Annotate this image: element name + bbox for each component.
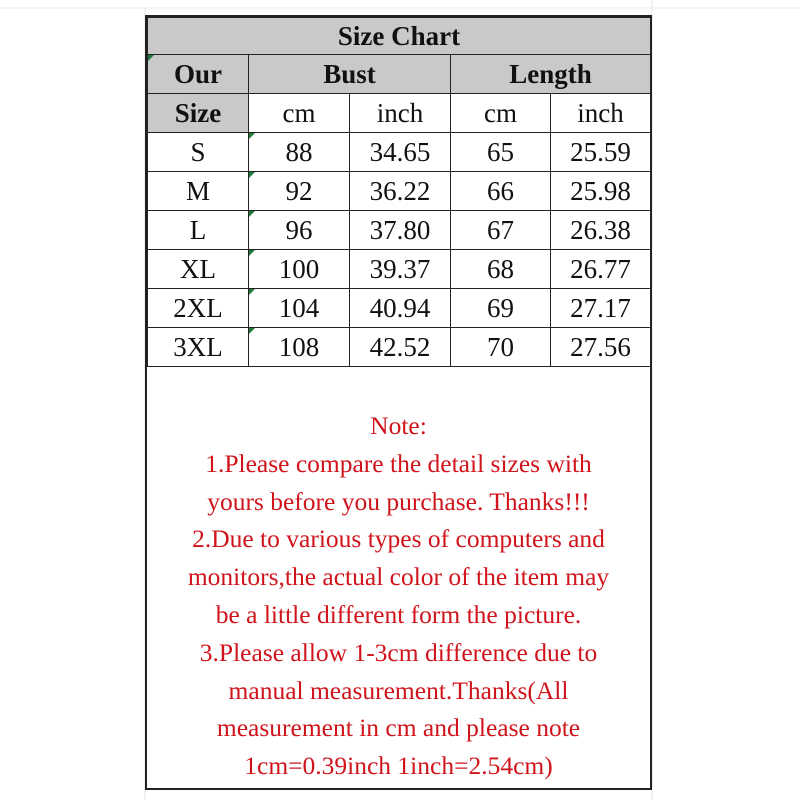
- note-line: 1cm=0.39inch 1inch=2.54cm): [244, 751, 553, 781]
- size-cell: S: [148, 133, 249, 172]
- note-line: manual measurement.Thanks(All: [228, 675, 569, 705]
- bust-inch-cell: 40.94: [350, 289, 451, 328]
- bust-cm-cell: 100: [249, 250, 350, 289]
- length-inch-cell: 26.38: [551, 211, 651, 250]
- bust-cm-cell: 92: [249, 172, 350, 211]
- bust-inch-cell: 34.65: [350, 133, 451, 172]
- note-block: [147, 369, 650, 789]
- table-row: [148, 328, 651, 367]
- unit-length-cm: cm: [451, 94, 551, 133]
- bust-cm-cell: 88: [249, 133, 350, 172]
- unit-bust-cm: cm: [249, 94, 350, 133]
- length-inch-cell: 25.59: [551, 133, 651, 172]
- bust-inch-cell: 42.52: [350, 328, 451, 367]
- length-inch-cell: 27.17: [551, 289, 651, 328]
- size-cell: M: [148, 172, 249, 211]
- size-cell: 2XL: [148, 289, 249, 328]
- group-header-row: [148, 55, 651, 94]
- note-line: 3.Please allow 1-3cm difference due to: [199, 637, 598, 667]
- chart-title: Size Chart: [148, 18, 651, 55]
- title-row: [148, 18, 651, 55]
- table-row: [148, 289, 651, 328]
- size-chart-table: [147, 17, 651, 367]
- table-row: [148, 250, 651, 289]
- bust-inch-cell: 36.22: [350, 172, 451, 211]
- length-group-header: Length: [451, 55, 651, 94]
- bust-cm-cell: 104: [249, 289, 350, 328]
- note-line: measurement in cm and please note: [216, 713, 581, 743]
- unit-header-row: [148, 94, 651, 133]
- bust-inch-cell: 37.80: [350, 211, 451, 250]
- bust-inch-cell: 39.37: [350, 250, 451, 289]
- unit-bust-inch: inch: [350, 94, 451, 133]
- table-row: [148, 133, 651, 172]
- size-cell: XL: [148, 250, 249, 289]
- note-line: yours before you purchase. Thanks!!!: [207, 486, 590, 516]
- table-row: [148, 211, 651, 250]
- note-line: 2.Due to various types of computers and: [192, 524, 605, 554]
- size-chart-sheet: [145, 15, 652, 790]
- our-size-header-bottom: Size: [148, 94, 249, 133]
- length-inch-cell: 27.56: [551, 328, 651, 367]
- size-cell: L: [148, 211, 249, 250]
- unit-length-inch: inch: [551, 94, 651, 133]
- length-cm-cell: 68: [451, 250, 551, 289]
- our-size-header-top: Our: [148, 55, 249, 94]
- bust-cm-cell: 108: [249, 328, 350, 367]
- note-line: be a little different form the picture.: [215, 599, 582, 629]
- length-cm-cell: 67: [451, 211, 551, 250]
- length-cm-cell: 66: [451, 172, 551, 211]
- length-cm-cell: 69: [451, 289, 551, 328]
- length-cm-cell: 70: [451, 328, 551, 367]
- bust-group-header: Bust: [249, 55, 451, 94]
- size-cell: 3XL: [148, 328, 249, 367]
- note-line: 1.Please compare the detail sizes with: [205, 448, 592, 478]
- note-line: monitors,the actual color of the item may: [187, 562, 610, 592]
- note-heading: Note:: [370, 411, 427, 440]
- length-inch-cell: 26.77: [551, 250, 651, 289]
- table-row: [148, 172, 651, 211]
- length-inch-cell: 25.98: [551, 172, 651, 211]
- bust-cm-cell: 96: [249, 211, 350, 250]
- length-cm-cell: 65: [451, 133, 551, 172]
